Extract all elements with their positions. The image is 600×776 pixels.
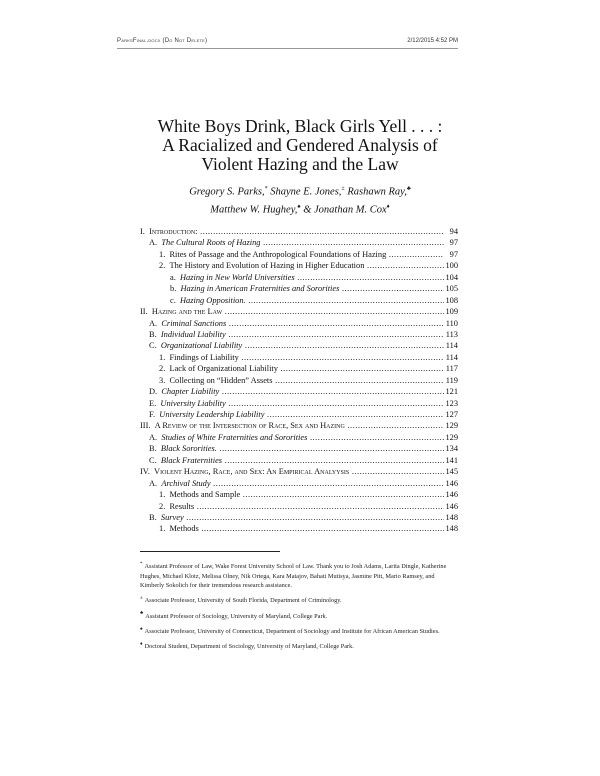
toc-entry-number: A. xyxy=(149,478,158,488)
toc-entry-page: 117 xyxy=(445,364,458,374)
toc-entry-title xyxy=(140,512,444,523)
toc-entry[interactable] xyxy=(140,226,458,237)
toc-entry[interactable] xyxy=(140,420,458,431)
toc-entry[interactable] xyxy=(140,352,458,363)
toc-entry-number: 2. xyxy=(159,501,166,511)
toc-entry-number: B. xyxy=(149,444,157,454)
footnote xyxy=(140,642,458,652)
toc-entry-page: 114 xyxy=(445,341,458,351)
footnote xyxy=(140,612,458,622)
toc-entry-number: b. xyxy=(170,284,177,294)
toc-entry[interactable] xyxy=(140,329,458,340)
toc-entry-title xyxy=(140,432,444,443)
toc-entry-page: 146 xyxy=(445,478,458,488)
toc-entry-page: 148 xyxy=(445,512,458,522)
toc-entry-text: The Cultural Roots of Hazing xyxy=(161,238,261,248)
footnote-mark[interactable]: ♣ xyxy=(406,186,411,192)
toc-entry-number: 3. xyxy=(159,375,166,385)
footnote-mark[interactable]: ♠ xyxy=(297,203,301,210)
toc-entry-page: 146 xyxy=(445,490,458,500)
toc-entry[interactable] xyxy=(140,386,458,397)
toc-entry-title xyxy=(140,260,444,271)
toc-entry-page: 105 xyxy=(445,284,458,294)
footnote-marker: ♦ xyxy=(140,641,143,647)
toc-entry-text: Violent Hazing, Race, and Sex: An Empirical Analyysis xyxy=(154,467,350,477)
toc-entry-page: 114 xyxy=(445,352,458,362)
toc-entry[interactable] xyxy=(140,455,458,466)
toc-entry-page: 134 xyxy=(445,444,458,454)
toc-entry-text: Chapter Liability xyxy=(161,387,220,397)
toc-entry-title xyxy=(140,249,444,260)
toc-entry-text: The History and Evolution of Hazing in Higher Education xyxy=(169,261,365,271)
toc-entry-text: Collecting on “Hidden” Assets xyxy=(169,375,273,385)
toc-entry-number: A. xyxy=(149,238,158,248)
toc-entry-title xyxy=(140,306,444,317)
toc-entry[interactable] xyxy=(140,466,458,477)
toc-entry-number: F. xyxy=(149,410,156,419)
footnote-marker: ♠ xyxy=(140,626,143,632)
toc-entry-number: I. xyxy=(140,227,145,236)
footnotes xyxy=(140,562,458,657)
toc-entry-number: 2. xyxy=(159,261,166,271)
author-parks: Gregory S. Parks, xyxy=(189,186,265,198)
toc-entry-number: C. xyxy=(149,341,157,351)
toc-entry-page: 148 xyxy=(445,524,458,534)
toc-entry-text: University Leadership Liability xyxy=(159,410,265,419)
toc-entry[interactable] xyxy=(140,409,458,420)
toc-entry-page: 108 xyxy=(445,295,458,305)
toc-entry-text: Archival Study xyxy=(161,478,211,488)
toc-entry-number: D. xyxy=(149,387,158,397)
toc-entry[interactable] xyxy=(140,443,458,454)
toc-entry-page: 146 xyxy=(445,501,458,511)
footnote-mark[interactable]: ± xyxy=(341,186,345,192)
toc-entry-title xyxy=(140,375,444,386)
toc-entry-title xyxy=(140,501,444,512)
toc-entry-title xyxy=(140,409,444,420)
toc-entry-number: C. xyxy=(149,455,157,465)
toc-entry-page: 97 xyxy=(449,249,458,259)
toc-entry-number: IV. xyxy=(140,467,150,477)
toc-entry-title xyxy=(140,523,444,534)
article-title xyxy=(100,117,500,174)
toc-entry-text: Lack of Organizational Liability xyxy=(169,364,278,374)
toc-entry-text: Organizational Liability xyxy=(160,341,243,351)
title-line-2: A Racialized and Gendered Analysis of xyxy=(162,135,438,155)
toc-entry[interactable] xyxy=(140,249,458,260)
toc-entry-title xyxy=(140,420,444,431)
toc-entry-title xyxy=(140,283,444,294)
toc-entry-text: A Review of the Intersection of Race, Sex and Hazing xyxy=(154,421,345,431)
toc-entry-number: 1. xyxy=(159,524,166,534)
toc-entry-title xyxy=(140,340,444,351)
toc-entry-page: 129 xyxy=(445,421,458,431)
toc-entry-page: 109 xyxy=(445,307,458,317)
toc-entry-number: B. xyxy=(149,512,157,522)
toc-entry-page: 94 xyxy=(449,227,458,236)
toc-entry[interactable] xyxy=(140,398,458,409)
footnote-mark[interactable]: ♦ xyxy=(386,203,390,210)
toc-entry[interactable] xyxy=(140,260,458,271)
toc-entry-title xyxy=(140,466,444,477)
toc-entry-number: c. xyxy=(170,295,176,305)
toc-entry-title xyxy=(140,489,444,500)
footnote-text: Doctoral Student, Department of Sociology, University of Maryland, College Park. xyxy=(144,642,354,650)
footnote-marker: * xyxy=(140,561,143,567)
toc-entry-text: Hazing in American Fraternities and Sororities xyxy=(180,284,340,294)
toc-entry-text: Methods and Sample xyxy=(169,490,241,500)
toc-entry-title xyxy=(140,295,444,306)
toc-entry[interactable] xyxy=(140,363,458,374)
toc-entry[interactable] xyxy=(140,272,458,283)
toc-entry-page: 104 xyxy=(445,272,458,282)
toc-entry-text: Black Fraternities xyxy=(160,455,223,465)
toc-entry-page: 127 xyxy=(445,410,458,419)
author-line-1 xyxy=(100,182,500,200)
toc-entry-number: A. xyxy=(149,318,158,328)
toc-entry-title xyxy=(140,455,444,466)
footnote xyxy=(140,596,458,606)
footnote-text: Associate Professor, University of South Florida, Department of Criminology. xyxy=(144,597,342,605)
author-cox: & Jonathan M. Cox xyxy=(300,204,387,215)
toc-entry-number: II. xyxy=(140,307,148,317)
toc-entry-number: 1. xyxy=(159,352,166,362)
toc-entry-text: Black Sororities. xyxy=(160,444,217,454)
table-of-contents xyxy=(140,226,458,535)
toc-entry[interactable] xyxy=(140,478,458,489)
title-line-1: White Boys Drink, Black Girls Yell . . . : xyxy=(157,116,443,136)
toc-entry-text: University Liability xyxy=(160,398,226,408)
author-list xyxy=(100,182,500,217)
running-header xyxy=(117,38,458,49)
footnote xyxy=(140,627,458,637)
toc-entry[interactable] xyxy=(140,489,458,500)
toc-entry[interactable] xyxy=(140,512,458,523)
toc-entry[interactable] xyxy=(140,432,458,443)
toc-entry-title xyxy=(140,329,444,340)
title-line-3: Violent Hazing and the Law xyxy=(201,154,399,174)
header-filename: ParksFinal.docx (Do Not Delete) xyxy=(117,38,208,44)
toc-entry-text: Criminal Sanctions xyxy=(161,318,227,328)
toc-entry-title xyxy=(140,443,444,454)
toc-entry-text: Introduction: xyxy=(149,227,198,236)
toc-entry-text: Survey xyxy=(160,512,184,522)
toc-entry[interactable] xyxy=(140,523,458,534)
toc-entry-number: a. xyxy=(170,272,176,282)
toc-entry-number: 1. xyxy=(159,249,166,259)
toc-entry[interactable] xyxy=(140,237,458,248)
toc-entry-title xyxy=(140,478,444,489)
author-hughey: Matthew W. Hughey, xyxy=(210,204,298,215)
toc-entry-page: 129 xyxy=(445,432,458,442)
toc-entry-text: Results xyxy=(169,501,195,511)
toc-entry-title xyxy=(140,318,444,329)
toc-entry-page: 121 xyxy=(445,387,458,397)
toc-entry-text: Individual Liability xyxy=(160,329,226,339)
footnote-marker: ± xyxy=(140,596,143,602)
author-line-2 xyxy=(100,200,500,218)
toc-entry-title xyxy=(140,237,444,248)
toc-entry-number: 2. xyxy=(159,364,166,374)
toc-entry-page: 119 xyxy=(445,375,458,385)
toc-entry-text: Methods xyxy=(169,524,199,534)
toc-entry-title xyxy=(140,272,444,283)
toc-entry-title xyxy=(140,398,444,409)
footnote-separator xyxy=(140,551,280,552)
header-timestamp: 2/12/2015 4:52 PM xyxy=(407,38,458,44)
toc-entry-page: 100 xyxy=(445,261,458,271)
footnote-mark[interactable]: * xyxy=(264,186,268,192)
toc-entry-text: Rites of Passage and the Anthropological Foundations of Hazing xyxy=(169,249,387,259)
toc-entry-text: Studies of White Fraternities and Sororities xyxy=(161,432,308,442)
toc-entry-number: B. xyxy=(149,329,157,339)
toc-entry-text: Findings of Liability xyxy=(169,352,239,362)
toc-entry-number: E. xyxy=(149,398,157,408)
toc-entry-number: A. xyxy=(149,432,158,442)
toc-entry[interactable] xyxy=(140,306,458,317)
toc-entry-title xyxy=(140,226,444,237)
toc-entry-page: 141 xyxy=(445,455,458,465)
toc-entry[interactable] xyxy=(140,318,458,329)
toc-entry[interactable] xyxy=(140,295,458,306)
toc-entry-number: III. xyxy=(140,421,151,431)
toc-entry-text: Hazing Opposition. xyxy=(180,295,246,305)
toc-entry-page: 110 xyxy=(445,318,458,328)
toc-entry-text: Hazing in New World Universities xyxy=(180,272,295,282)
author-ray: Rashawn Ray, xyxy=(344,186,407,198)
footnote-marker: ♣ xyxy=(140,611,144,617)
footnote-text: Assistant Professor of Law, Wake Forest University School of Law. Thank you to Josh Adams, Larita Dingle, Katherine Hughes, Michael Klotz, Melissa Olney, Nik Ortega, Kara Matajov, Bahati Mutisya, Jasmine Pitt, Mario Ramsey, and Kimberly Sokolich for their tremendous research assistance. xyxy=(140,563,447,590)
toc-entry-title xyxy=(140,352,444,363)
toc-entry-page: 97 xyxy=(449,238,458,248)
toc-entry-title xyxy=(140,386,444,397)
footnote-text: Associate Professor, University of Connecticut, Department of Sociology and Institute for African American Studies. xyxy=(144,627,440,635)
footnote-text: Assistant Professor of Sociology, University of Maryland, College Park. xyxy=(145,612,328,620)
toc-entry[interactable] xyxy=(140,501,458,512)
toc-entry-page: 123 xyxy=(445,398,458,408)
toc-entry[interactable] xyxy=(140,340,458,351)
toc-entry-text: Hazing and the Law xyxy=(151,307,223,317)
toc-entry-page: 113 xyxy=(445,329,458,339)
footnote xyxy=(140,562,458,591)
toc-entry[interactable] xyxy=(140,375,458,386)
toc-entry-title xyxy=(140,363,444,374)
toc-entry-page: 145 xyxy=(445,467,458,477)
toc-entry-number: 1. xyxy=(159,490,166,500)
author-jones: Shayne E. Jones, xyxy=(267,186,342,198)
toc-entry[interactable] xyxy=(140,283,458,294)
